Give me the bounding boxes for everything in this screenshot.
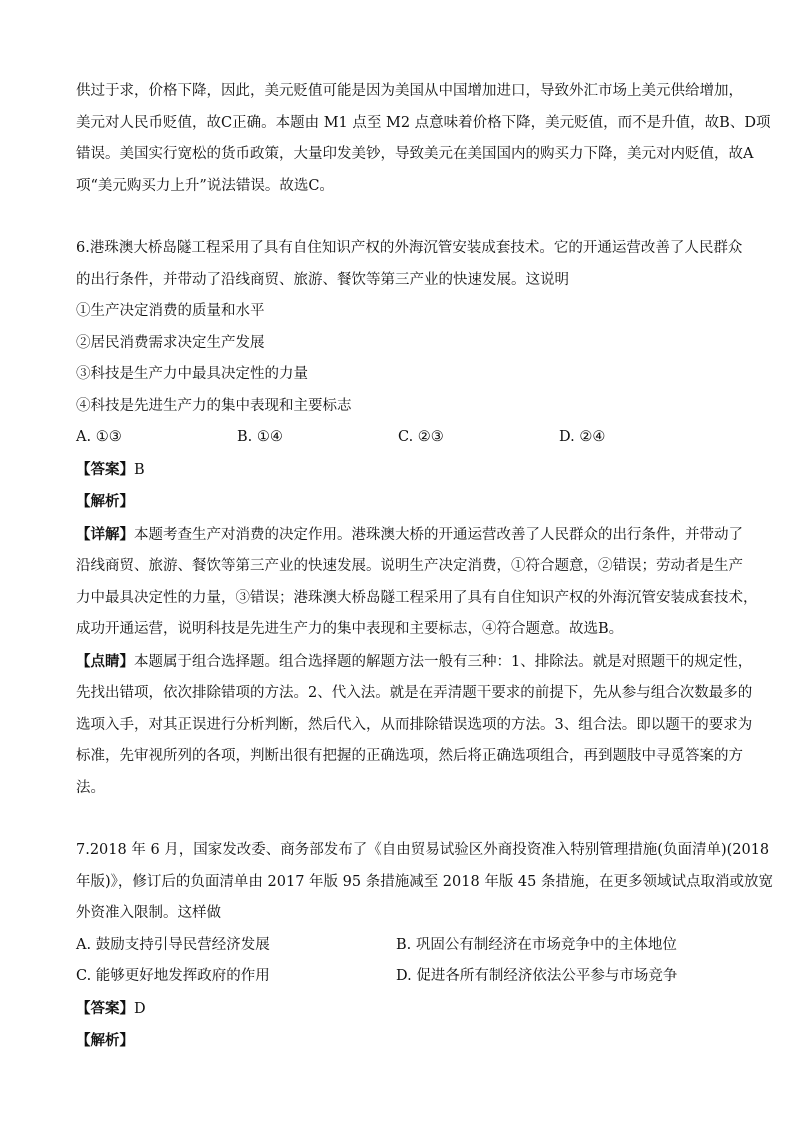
q6-statement: ③科技是生产力中最具决定性的力量 [76, 366, 308, 382]
q6-detail-line: 【详解】本题考查生产对消费的决定作用。港珠澳大桥的开通运营改善了人民群众的出行条件，并带动了 [76, 525, 743, 543]
q6-analysis-heading [76, 486, 724, 519]
q7-analysis-heading [76, 1025, 724, 1058]
q6-detail-line: 力中最具决定性的力量，③错误；港珠澳大桥岛隧工程采用了具有自住知识产权的外海沉管安装成套技术， [76, 589, 758, 606]
q7-option-c: C. 能够更好地发挥政府的作用 [76, 968, 270, 984]
q6-tip-line: 标准，先审视所列的各项，判断出很有把握的正确选项，然后将正确选项组合，再到题肢中寻觅答案的方 [76, 748, 743, 764]
q6-statement: ②居民消费需求决定生产发展 [76, 334, 265, 351]
q6-options [76, 422, 724, 454]
q6-tip-line: 法。 [76, 779, 105, 796]
q6-detail-line: 成功开通运营，说明科技是先进生产力的集中表现和主要标志，④符合题意。故选B。 [76, 621, 624, 637]
question-6 [76, 233, 758, 804]
q6-answer [76, 454, 724, 487]
answer-value: B [134, 461, 145, 478]
q7-option-a: A. 鼓励支持引导民营经济发展 [76, 936, 270, 953]
q7-option-d: D. 促进各所有制经济依法公平参与市场竞争 [396, 968, 678, 984]
text-line: 供过于求，价格下降，因此，美元贬值可能是因为美国从中国增加进口，导致外汇市场上美元供给增加， [76, 83, 743, 99]
q7-stem-line: 外资准入限制。这样做 [76, 905, 221, 921]
answer-label: 【答案】 [76, 999, 134, 1017]
q6-stem-line: 6.港珠澳大桥岛隧工程采用了具有自住知识产权的外海沉管安装成套技术。它的开通运营改善了人民群众 [76, 240, 743, 256]
answer-label: 【答案】 [76, 460, 134, 478]
q6-detail-line: 沿线商贸、旅游、餐饮等第三产业的快速发展。说明生产决定消费，①符合题意，②错误；劳动者是生产 [76, 558, 743, 574]
analysis-label: 【解析】 [76, 493, 134, 510]
q6-option-a: A. ①③ [76, 429, 122, 445]
tip-label: 【点睛】 [76, 652, 134, 670]
q6-statement: ①生产决定消费的质量和水平 [76, 303, 265, 319]
q7-options-row [76, 930, 724, 962]
q5-explanation-tail [76, 76, 771, 202]
q6-stem-line: 的出行条件，并带动了沿线商贸、旅游、餐饮等第三产业的快速发展。这说明 [76, 271, 569, 288]
q6-option-d: D. ②④ [559, 429, 606, 445]
q7-stem-line: 年版)》，修订后的负面清单由 2017 年版 95 条措施减至 2018 年版 45 条措施，在更多领域试点取消或放宽 [76, 873, 773, 890]
spacer [76, 804, 724, 835]
q7-stem-line: 7.2018 年 6 月，国家发改委、商务部发布了《自由贸易试验区外商投资准入特别管理措施(负面清单)(2018 [76, 842, 770, 858]
q7-options-row [76, 961, 724, 993]
q6-option-c: C. ②③ [398, 429, 444, 445]
detail-label: 【详解】 [76, 525, 134, 543]
q6-tip-line: 选项入手，对其正误进行分析判断，然后代入，从而排除错误选项的方法。3、组合法。即以题干的要求为 [76, 716, 753, 733]
q6-option-b: B. ①④ [237, 429, 283, 445]
analysis-label: 【解析】 [76, 1032, 134, 1049]
answer-value: D [134, 1000, 146, 1017]
spacer [76, 202, 724, 233]
question-7 [76, 835, 773, 1058]
q6-tip-line: 【点睛】本题属于组合选择题。组合选择题的解题方法一般有三种：1、排除法。就是对照题干的规定性， [76, 652, 753, 670]
text-line: 错误。美国实行宽松的货币政策，大量印发美钞，导致美元在美国国内的购买力下降，美元对内贬值，故A [76, 146, 754, 162]
q6-statement: ④科技是先进生产力的集中表现和主要标志 [76, 397, 352, 414]
q7-option-b: B. 巩固公有制经济在市场竞争中的主体地位 [396, 936, 677, 953]
text-line: 美元对人民币贬值，故C正确。本题由 M1 点至 M2 点意味着价格下降，美元贬值，而不是升值，故B、D项 [76, 114, 771, 131]
q7-answer [76, 993, 724, 1026]
text-line: 项“美元购买力上升”说法错误。故选C。 [76, 177, 334, 194]
q6-tip-line: 先找出错项，依次排除错项的方法。2、代入法。就是在弄清题干要求的前提下，先从参与组合次数最多的 [76, 685, 753, 701]
